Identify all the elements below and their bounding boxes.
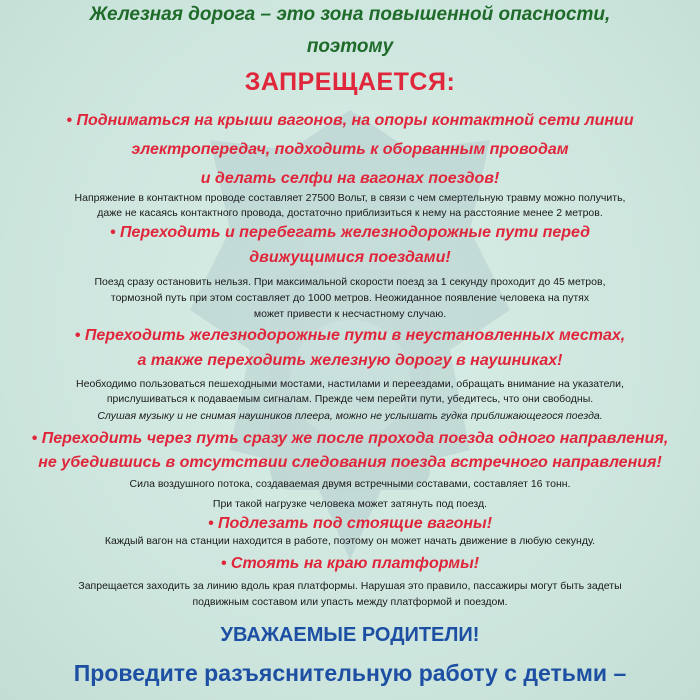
rule-2-note-1: Поезд сразу остановить нельзя. При максимальной скорости поезд за 1 секунду проходит до 45 метров, bbox=[94, 276, 606, 288]
rule-1-line-1: • Подниматься на крыши вагонов, на опоры контактной сети линии bbox=[66, 112, 634, 129]
rule-4-note-1: Сила воздушного потока, создаваемая двумя встречными составами, составляет 16 тонн. bbox=[129, 478, 571, 490]
rule-4-line-1: • Переходить через путь сразу же после прохода поезда одного направления, bbox=[31, 430, 669, 447]
rule-3-line-1: • Переходить железнодорожные пути в неустановленных местах, bbox=[74, 327, 626, 344]
explain-heading: Проведите разъяснительную работу с детьми – bbox=[73, 660, 627, 686]
rule-3-line-2: а также переходить железную дорогу в наушниках! bbox=[137, 352, 563, 369]
rule-2-line-2: движущимися поездами! bbox=[249, 249, 451, 266]
rule-6-note-2: подвижным составом или упасть между платформой и поездом. bbox=[192, 596, 508, 608]
heading-line-2: поэтому bbox=[306, 36, 394, 57]
forbidden-title: ЗАПРЕЩАЕТСЯ: bbox=[244, 68, 456, 96]
rule-1-line-2: электропередач, подходить к оборванным проводам bbox=[131, 141, 569, 158]
rule-2-note-2: тормозной путь при этом составляет до 1000 метров. Неожиданное появление человека на путях bbox=[110, 292, 590, 304]
rule-6-note-1: Запрещается заходить за линию вдоль края платформы. Нарушая это правило, пассажиры могут быть задеты bbox=[78, 580, 622, 592]
rule-1-line-3: и делать селфи на вагонах поездов! bbox=[200, 170, 500, 187]
parents-heading: УВАЖАЕМЫЕ РОДИТЕЛИ! bbox=[220, 624, 480, 646]
rule-3-note-1: Необходимо пользоваться пешеходными мостами, настилами и переездами, обращать внимание на указатели, bbox=[76, 378, 624, 390]
rule-2-note-3: может привести к несчастному случаю. bbox=[253, 308, 447, 320]
rule-2-line-1: • Переходить и перебегать железнодорожные пути перед bbox=[109, 224, 591, 241]
rule-4-line-2: не убедившись в отсутствии следования поезда встречного направления! bbox=[38, 454, 662, 471]
rule-3-note-3: Слушая музыку и не снимая наушников плеера, можно не услышать гудка приближающегося поезда. bbox=[97, 410, 603, 422]
rule-4-note-2: При такой нагрузке человека может затянуть под поезд. bbox=[212, 498, 488, 510]
rule-5-line-1: • Подлезать под стоящие вагоны! bbox=[207, 515, 493, 532]
rule-1-note-1: Напряжение в контактном проводе составляет 27500 Вольт, в связи с чем смертельную травму можно получить, bbox=[74, 192, 626, 204]
rule-6-line-1: • Стоять на краю платформы! bbox=[220, 555, 480, 572]
rule-3-note-2: прислушиваться к подаваемым сигналам. Прежде чем перейти пути, убедитесь, что они свободны. bbox=[106, 393, 594, 405]
heading-line-1: Железная дорога – это зона повышенной опасности, bbox=[89, 4, 611, 25]
rule-1-note-2: даже не касаясь контактного провода, достаточно приблизиться к нему на расстояние менее 2 метров. bbox=[97, 207, 603, 219]
rule-5-note-1: Каждый вагон на станции находится в работе, поэтому он может начать движение в любую секунду. bbox=[104, 535, 596, 547]
